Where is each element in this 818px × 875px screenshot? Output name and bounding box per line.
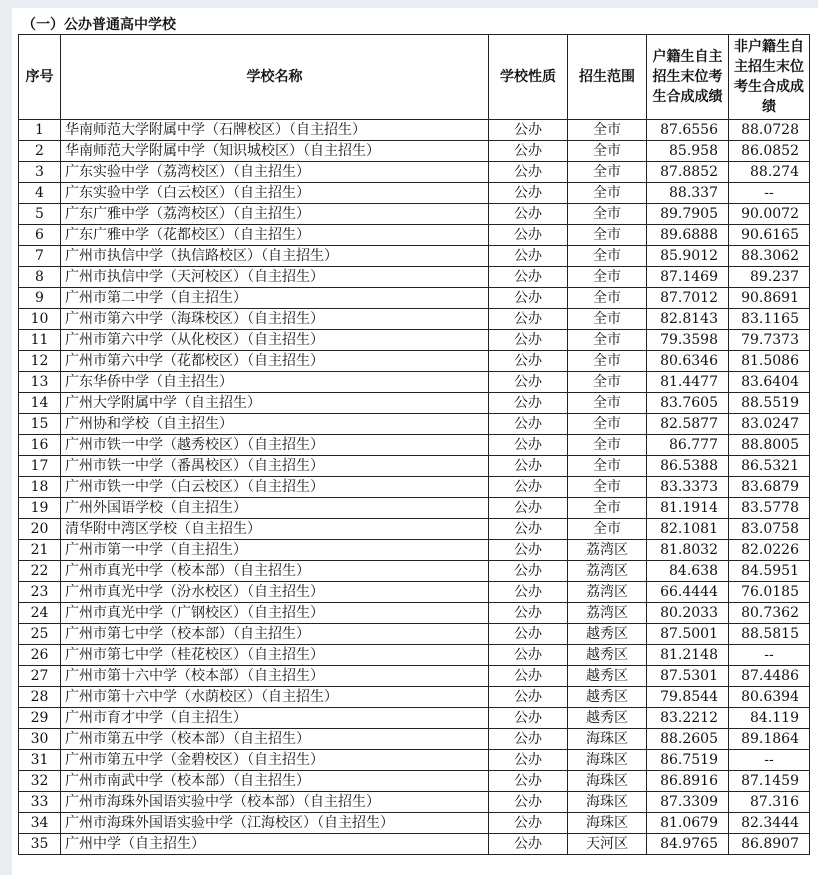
table-row bbox=[19, 162, 810, 183]
school-name-cell: 广东华侨中学（自主招生） bbox=[61, 372, 489, 393]
school-type-cell: 公办 bbox=[489, 414, 568, 435]
school-name-cell: 广州市第十六中学（水荫校区）（自主招生） bbox=[61, 687, 489, 708]
school-type-cell: 公办 bbox=[489, 519, 568, 540]
table-body bbox=[19, 120, 810, 855]
scope-cell: 全市 bbox=[568, 414, 647, 435]
school-type-cell: 公办 bbox=[489, 498, 568, 519]
nonlocal-score-cell: 82.3444 bbox=[729, 813, 810, 834]
school-type-cell: 公办 bbox=[489, 477, 568, 498]
nonlocal-score-cell: 90.8691 bbox=[729, 288, 810, 309]
table-row bbox=[19, 309, 810, 330]
local-score-cell: 86.777 bbox=[647, 435, 729, 456]
row-index-cell: 15 bbox=[19, 414, 61, 435]
scope-cell: 越秀区 bbox=[568, 624, 647, 645]
local-score-cell: 87.5001 bbox=[647, 624, 729, 645]
scope-cell: 全市 bbox=[568, 477, 647, 498]
local-score-cell: 88.337 bbox=[647, 183, 729, 204]
table-row bbox=[19, 834, 810, 855]
header-local-score: 户籍生自主招生末位考生合成成绩 bbox=[647, 35, 729, 120]
row-index-cell: 23 bbox=[19, 582, 61, 603]
nonlocal-score-cell: 89.1864 bbox=[729, 729, 810, 750]
local-score-cell: 85.958 bbox=[647, 141, 729, 162]
table-row bbox=[19, 582, 810, 603]
row-index-cell: 5 bbox=[19, 204, 61, 225]
school-name-cell: 广州市第五中学（校本部）（自主招生） bbox=[61, 729, 489, 750]
scope-cell: 全市 bbox=[568, 456, 647, 477]
row-index-cell: 4 bbox=[19, 183, 61, 204]
nonlocal-score-cell: 86.0852 bbox=[729, 141, 810, 162]
scope-cell: 全市 bbox=[568, 183, 647, 204]
school-type-cell: 公办 bbox=[489, 351, 568, 372]
header-scope: 招生范围 bbox=[568, 35, 647, 120]
school-type-cell: 公办 bbox=[489, 225, 568, 246]
table-row bbox=[19, 456, 810, 477]
row-index-cell: 22 bbox=[19, 561, 61, 582]
school-type-cell: 公办 bbox=[489, 456, 568, 477]
nonlocal-score-cell: 88.5519 bbox=[729, 393, 810, 414]
local-score-cell: 81.4477 bbox=[647, 372, 729, 393]
local-score-cell: 86.7519 bbox=[647, 750, 729, 771]
nonlocal-score-cell: -- bbox=[729, 750, 810, 771]
scope-cell: 全市 bbox=[568, 309, 647, 330]
school-type-cell: 公办 bbox=[489, 666, 568, 687]
scope-cell: 全市 bbox=[568, 330, 647, 351]
table-row bbox=[19, 477, 810, 498]
school-name-cell: 广州市真光中学（校本部）（自主招生） bbox=[61, 561, 489, 582]
row-index-cell: 16 bbox=[19, 435, 61, 456]
scope-cell: 全市 bbox=[568, 120, 647, 141]
scope-cell: 海珠区 bbox=[568, 750, 647, 771]
table-row bbox=[19, 351, 810, 372]
row-index-cell: 32 bbox=[19, 771, 61, 792]
school-type-cell: 公办 bbox=[489, 162, 568, 183]
row-index-cell: 13 bbox=[19, 372, 61, 393]
table-row bbox=[19, 708, 810, 729]
table-row bbox=[19, 540, 810, 561]
nonlocal-score-cell: 86.8907 bbox=[729, 834, 810, 855]
school-name-cell: 华南师范大学附属中学（知识城校区）（自主招生） bbox=[61, 141, 489, 162]
local-score-cell: 85.9012 bbox=[647, 246, 729, 267]
local-score-cell: 83.2212 bbox=[647, 708, 729, 729]
scope-cell: 全市 bbox=[568, 351, 647, 372]
school-type-cell: 公办 bbox=[489, 708, 568, 729]
school-name-cell: 广州市铁一中学（越秀校区）（自主招生） bbox=[61, 435, 489, 456]
row-index-cell: 24 bbox=[19, 603, 61, 624]
scope-cell: 全市 bbox=[568, 288, 647, 309]
scope-cell: 荔湾区 bbox=[568, 561, 647, 582]
scope-cell: 全市 bbox=[568, 498, 647, 519]
scope-cell: 全市 bbox=[568, 267, 647, 288]
row-index-cell: 34 bbox=[19, 813, 61, 834]
school-name-cell: 广州市执信中学（天河校区）（自主招生） bbox=[61, 267, 489, 288]
nonlocal-score-cell: 81.5086 bbox=[729, 351, 810, 372]
local-score-cell: 88.2605 bbox=[647, 729, 729, 750]
school-name-cell: 广州市第六中学（花都校区）（自主招生） bbox=[61, 351, 489, 372]
school-name-cell: 广州市第七中学（校本部）（自主招生） bbox=[61, 624, 489, 645]
table-row bbox=[19, 204, 810, 225]
scope-cell: 全市 bbox=[568, 393, 647, 414]
local-score-cell: 84.638 bbox=[647, 561, 729, 582]
nonlocal-score-cell: -- bbox=[729, 183, 810, 204]
school-name-cell: 广州市第五中学（金碧校区）（自主招生） bbox=[61, 750, 489, 771]
row-index-cell: 33 bbox=[19, 792, 61, 813]
table-row bbox=[19, 120, 810, 141]
local-score-cell: 81.1914 bbox=[647, 498, 729, 519]
header-nonlocal-score: 非户籍生自主招生末位考生合成成绩 bbox=[729, 35, 810, 120]
school-type-cell: 公办 bbox=[489, 834, 568, 855]
nonlocal-score-cell: 83.1165 bbox=[729, 309, 810, 330]
scope-cell: 全市 bbox=[568, 372, 647, 393]
local-score-cell: 80.2033 bbox=[647, 603, 729, 624]
nonlocal-score-cell: 79.7373 bbox=[729, 330, 810, 351]
school-name-cell: 广州协和学校（自主招生） bbox=[61, 414, 489, 435]
nonlocal-score-cell: 84.5951 bbox=[729, 561, 810, 582]
school-type-cell: 公办 bbox=[489, 267, 568, 288]
school-name-cell: 广州大学附属中学（自主招生） bbox=[61, 393, 489, 414]
table-row bbox=[19, 750, 810, 771]
table-row bbox=[19, 519, 810, 540]
nonlocal-score-cell: 82.0226 bbox=[729, 540, 810, 561]
nonlocal-score-cell: 90.0072 bbox=[729, 204, 810, 225]
table-row bbox=[19, 645, 810, 666]
school-name-cell: 广州市铁一中学（白云校区）（自主招生） bbox=[61, 477, 489, 498]
row-index-cell: 35 bbox=[19, 834, 61, 855]
scope-cell: 全市 bbox=[568, 204, 647, 225]
nonlocal-score-cell: 83.5778 bbox=[729, 498, 810, 519]
nonlocal-score-cell: 83.6879 bbox=[729, 477, 810, 498]
local-score-cell: 81.8032 bbox=[647, 540, 729, 561]
school-type-cell: 公办 bbox=[489, 603, 568, 624]
school-type-cell: 公办 bbox=[489, 645, 568, 666]
local-score-cell: 87.7012 bbox=[647, 288, 729, 309]
scope-cell: 全市 bbox=[568, 435, 647, 456]
school-type-cell: 公办 bbox=[489, 246, 568, 267]
school-name-cell: 广州市海珠外国语实验中学（江海校区）（自主招生） bbox=[61, 813, 489, 834]
scope-cell: 越秀区 bbox=[568, 708, 647, 729]
scope-cell: 全市 bbox=[568, 141, 647, 162]
row-index-cell: 18 bbox=[19, 477, 61, 498]
school-type-cell: 公办 bbox=[489, 813, 568, 834]
school-type-cell: 公办 bbox=[489, 561, 568, 582]
nonlocal-score-cell: 83.6404 bbox=[729, 372, 810, 393]
school-name-cell: 广东广雅中学（荔湾校区）（自主招生） bbox=[61, 204, 489, 225]
school-name-cell: 广州市铁一中学（番禺校区）（自主招生） bbox=[61, 456, 489, 477]
table-row bbox=[19, 624, 810, 645]
table-header-row bbox=[19, 35, 810, 120]
nonlocal-score-cell: 87.316 bbox=[729, 792, 810, 813]
document-page bbox=[12, 8, 818, 875]
school-name-cell: 广州市第一中学（自主招生） bbox=[61, 540, 489, 561]
scope-cell: 越秀区 bbox=[568, 666, 647, 687]
row-index-cell: 7 bbox=[19, 246, 61, 267]
nonlocal-score-cell: 86.5321 bbox=[729, 456, 810, 477]
table-row bbox=[19, 393, 810, 414]
school-name-cell: 广州外国语学校（自主招生） bbox=[61, 498, 489, 519]
table-row bbox=[19, 435, 810, 456]
scope-cell: 全市 bbox=[568, 246, 647, 267]
scope-cell: 天河区 bbox=[568, 834, 647, 855]
scope-cell: 荔湾区 bbox=[568, 603, 647, 624]
school-type-cell: 公办 bbox=[489, 624, 568, 645]
scope-cell: 越秀区 bbox=[568, 687, 647, 708]
nonlocal-score-cell: 80.6394 bbox=[729, 687, 810, 708]
school-name-cell: 清华附中湾区学校（自主招生） bbox=[61, 519, 489, 540]
local-score-cell: 89.7905 bbox=[647, 204, 729, 225]
school-type-cell: 公办 bbox=[489, 204, 568, 225]
local-score-cell: 83.3373 bbox=[647, 477, 729, 498]
table-row bbox=[19, 498, 810, 519]
nonlocal-score-cell: -- bbox=[729, 645, 810, 666]
row-index-cell: 21 bbox=[19, 540, 61, 561]
row-index-cell: 17 bbox=[19, 456, 61, 477]
row-index-cell: 25 bbox=[19, 624, 61, 645]
local-score-cell: 87.3309 bbox=[647, 792, 729, 813]
local-score-cell: 87.1469 bbox=[647, 267, 729, 288]
nonlocal-score-cell: 88.8005 bbox=[729, 435, 810, 456]
school-type-cell: 公办 bbox=[489, 330, 568, 351]
row-index-cell: 30 bbox=[19, 729, 61, 750]
header-school-type: 学校性质 bbox=[489, 35, 568, 120]
school-type-cell: 公办 bbox=[489, 183, 568, 204]
row-index-cell: 26 bbox=[19, 645, 61, 666]
local-score-cell: 79.3598 bbox=[647, 330, 729, 351]
table-row bbox=[19, 729, 810, 750]
row-index-cell: 8 bbox=[19, 267, 61, 288]
school-name-cell: 广州市第十六中学（校本部）（自主招生） bbox=[61, 666, 489, 687]
school-type-cell: 公办 bbox=[489, 750, 568, 771]
row-index-cell: 12 bbox=[19, 351, 61, 372]
school-type-cell: 公办 bbox=[489, 141, 568, 162]
local-score-cell: 86.8916 bbox=[647, 771, 729, 792]
local-score-cell: 83.7605 bbox=[647, 393, 729, 414]
row-index-cell: 3 bbox=[19, 162, 61, 183]
nonlocal-score-cell: 80.7362 bbox=[729, 603, 810, 624]
school-type-cell: 公办 bbox=[489, 393, 568, 414]
school-type-cell: 公办 bbox=[489, 771, 568, 792]
school-name-cell: 广东广雅中学（花都校区）（自主招生） bbox=[61, 225, 489, 246]
table-row bbox=[19, 267, 810, 288]
local-score-cell: 66.4444 bbox=[647, 582, 729, 603]
school-name-cell: 广州市执信中学（执信路校区）（自主招生） bbox=[61, 246, 489, 267]
scope-cell: 海珠区 bbox=[568, 813, 647, 834]
table-row bbox=[19, 288, 810, 309]
school-type-cell: 公办 bbox=[489, 120, 568, 141]
school-type-cell: 公办 bbox=[489, 372, 568, 393]
local-score-cell: 80.6346 bbox=[647, 351, 729, 372]
school-type-cell: 公办 bbox=[489, 288, 568, 309]
local-score-cell: 82.1081 bbox=[647, 519, 729, 540]
table-row bbox=[19, 246, 810, 267]
scope-cell: 海珠区 bbox=[568, 771, 647, 792]
school-name-cell: 广州市真光中学（汾水校区）（自主招生） bbox=[61, 582, 489, 603]
nonlocal-score-cell: 87.1459 bbox=[729, 771, 810, 792]
school-name-cell: 广州市南武中学（校本部）（自主招生） bbox=[61, 771, 489, 792]
school-name-cell: 广州中学（自主招生） bbox=[61, 834, 489, 855]
school-type-cell: 公办 bbox=[489, 687, 568, 708]
nonlocal-score-cell: 88.3062 bbox=[729, 246, 810, 267]
local-score-cell: 89.6888 bbox=[647, 225, 729, 246]
school-name-cell: 广州市真光中学（广钢校区）（自主招生） bbox=[61, 603, 489, 624]
table-row bbox=[19, 414, 810, 435]
school-type-cell: 公办 bbox=[489, 729, 568, 750]
school-name-cell: 广州市第六中学（海珠校区）（自主招生） bbox=[61, 309, 489, 330]
row-index-cell: 11 bbox=[19, 330, 61, 351]
nonlocal-score-cell: 87.4486 bbox=[729, 666, 810, 687]
local-score-cell: 84.9765 bbox=[647, 834, 729, 855]
table-row bbox=[19, 792, 810, 813]
nonlocal-score-cell: 76.0185 bbox=[729, 582, 810, 603]
table-row bbox=[19, 771, 810, 792]
table-row bbox=[19, 666, 810, 687]
table-row bbox=[19, 687, 810, 708]
local-score-cell: 81.2148 bbox=[647, 645, 729, 666]
scope-cell: 全市 bbox=[568, 519, 647, 540]
scope-cell: 海珠区 bbox=[568, 729, 647, 750]
nonlocal-score-cell: 83.0758 bbox=[729, 519, 810, 540]
school-name-cell: 广州市第六中学（从化校区）（自主招生） bbox=[61, 330, 489, 351]
school-type-cell: 公办 bbox=[489, 435, 568, 456]
local-score-cell: 87.8852 bbox=[647, 162, 729, 183]
header-school-name: 学校名称 bbox=[61, 35, 489, 120]
table-row bbox=[19, 603, 810, 624]
table-row bbox=[19, 561, 810, 582]
school-type-cell: 公办 bbox=[489, 540, 568, 561]
scope-cell: 海珠区 bbox=[568, 792, 647, 813]
school-name-cell: 广东实验中学（白云校区）（自主招生） bbox=[61, 183, 489, 204]
school-name-cell: 广州市第二中学（自主招生） bbox=[61, 288, 489, 309]
section-title: （一）公办普通高中学校 bbox=[22, 17, 176, 33]
admission-score-table bbox=[18, 34, 810, 855]
local-score-cell: 82.5877 bbox=[647, 414, 729, 435]
school-name-cell: 华南师范大学附属中学（石牌校区）（自主招生） bbox=[61, 120, 489, 141]
school-name-cell: 广州市育才中学（自主招生） bbox=[61, 708, 489, 729]
table-row bbox=[19, 330, 810, 351]
nonlocal-score-cell: 84.119 bbox=[729, 708, 810, 729]
school-name-cell: 广州市第七中学（桂花校区）（自主招生） bbox=[61, 645, 489, 666]
row-index-cell: 29 bbox=[19, 708, 61, 729]
table-row bbox=[19, 141, 810, 162]
table-row bbox=[19, 372, 810, 393]
table-row bbox=[19, 183, 810, 204]
local-score-cell: 87.5301 bbox=[647, 666, 729, 687]
local-score-cell: 82.8143 bbox=[647, 309, 729, 330]
row-index-cell: 27 bbox=[19, 666, 61, 687]
table-row bbox=[19, 225, 810, 246]
row-index-cell: 31 bbox=[19, 750, 61, 771]
scope-cell: 荔湾区 bbox=[568, 582, 647, 603]
scope-cell: 越秀区 bbox=[568, 645, 647, 666]
row-index-cell: 28 bbox=[19, 687, 61, 708]
school-type-cell: 公办 bbox=[489, 792, 568, 813]
local-score-cell: 79.8544 bbox=[647, 687, 729, 708]
nonlocal-score-cell: 89.237 bbox=[729, 267, 810, 288]
nonlocal-score-cell: 90.6165 bbox=[729, 225, 810, 246]
row-index-cell: 19 bbox=[19, 498, 61, 519]
local-score-cell: 87.6556 bbox=[647, 120, 729, 141]
school-name-cell: 广东实验中学（荔湾校区）（自主招生） bbox=[61, 162, 489, 183]
nonlocal-score-cell: 88.0728 bbox=[729, 120, 810, 141]
nonlocal-score-cell: 83.0247 bbox=[729, 414, 810, 435]
nonlocal-score-cell: 88.5815 bbox=[729, 624, 810, 645]
local-score-cell: 86.5388 bbox=[647, 456, 729, 477]
scope-cell: 荔湾区 bbox=[568, 540, 647, 561]
row-index-cell: 20 bbox=[19, 519, 61, 540]
row-index-cell: 2 bbox=[19, 141, 61, 162]
row-index-cell: 9 bbox=[19, 288, 61, 309]
table-row bbox=[19, 813, 810, 834]
scope-cell: 全市 bbox=[568, 162, 647, 183]
row-index-cell: 14 bbox=[19, 393, 61, 414]
school-name-cell: 广州市海珠外国语实验中学（校本部）（自主招生） bbox=[61, 792, 489, 813]
row-index-cell: 10 bbox=[19, 309, 61, 330]
row-index-cell: 1 bbox=[19, 120, 61, 141]
local-score-cell: 81.0679 bbox=[647, 813, 729, 834]
scope-cell: 全市 bbox=[568, 225, 647, 246]
school-type-cell: 公办 bbox=[489, 582, 568, 603]
nonlocal-score-cell: 88.274 bbox=[729, 162, 810, 183]
header-index: 序号 bbox=[19, 35, 61, 120]
row-index-cell: 6 bbox=[19, 225, 61, 246]
school-type-cell: 公办 bbox=[489, 309, 568, 330]
